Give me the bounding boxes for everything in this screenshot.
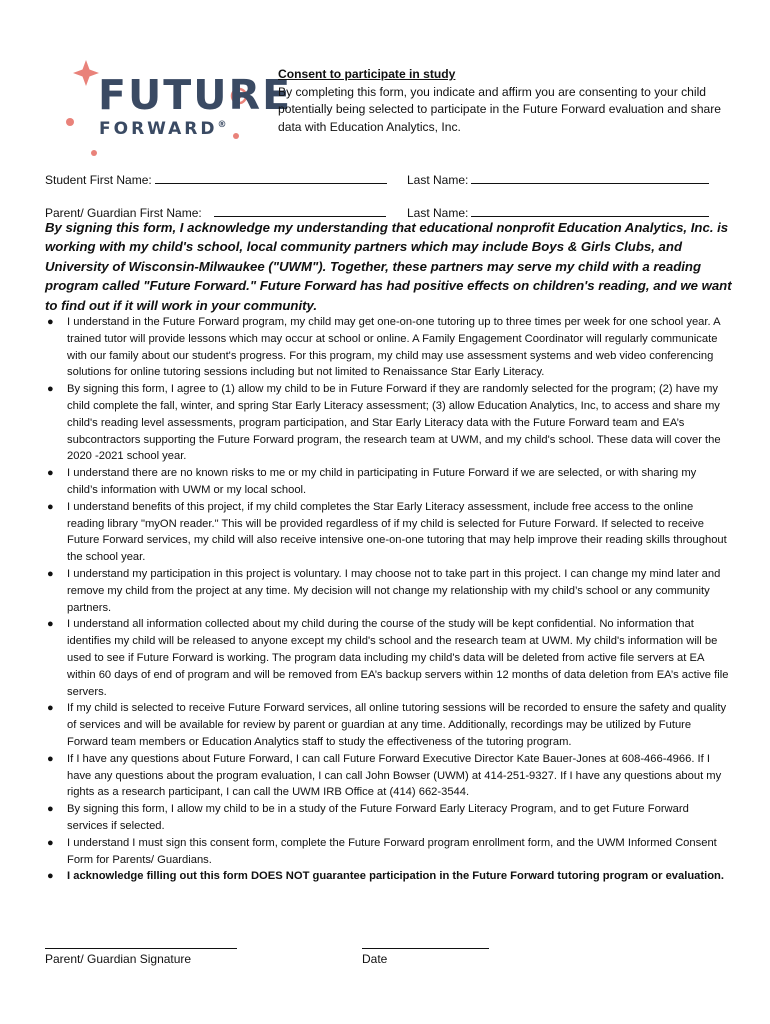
list-item bbox=[45, 751, 730, 801]
bullet-text: I understand benefits of this project, if my child completes the Star Early Literacy assessment, include free access to the online reading library "myON reader." This will be provided regardless of if my child is selected for Future Forward. If selected to receive Future Forward services, my child will also receive intensive one-on-one tutoring that may help improve their reading skills throughout the school year. bbox=[67, 500, 727, 564]
bullet-icon: ● bbox=[47, 567, 54, 580]
logo-forward-word: FORWARD bbox=[99, 119, 218, 139]
bullet-text: I understand all information collected about my child during the course of the study will be kept confidential. No information that identifies my child will be released to anyone except my child's school and the research team at UWM. My child's information will be used to see if Future Forward is working. The program data including my child's data will be deleted from active file servers at EA within 60 days of end of program and will be removed from EA’s backup servers within 12 months of data deletion from EA’s active file servers. bbox=[67, 618, 729, 698]
consent-body: By completing this form, you indicate and affirm you are consenting to your child potentially being selected to participate in the Future Forward evaluation and share data with Education Analytics, Inc. bbox=[278, 84, 722, 134]
registered-mark: ® bbox=[217, 120, 227, 130]
bullet-icon: ● bbox=[47, 316, 54, 328]
list-item bbox=[45, 835, 730, 869]
student-last-name-field[interactable] bbox=[407, 171, 709, 187]
list-item bbox=[45, 801, 730, 835]
future-forward-logo bbox=[64, 58, 293, 168]
bullet-icon: ● bbox=[47, 383, 54, 396]
bullet-icon: ● bbox=[47, 702, 54, 715]
list-item bbox=[45, 616, 730, 700]
bullet-text: I understand my participation in this project is voluntary. I may choose not to take part in this project. I can change my mind later and remove my child from the project at any time. My decision will not change my relationship with my child’s school or any community partners. bbox=[67, 567, 721, 614]
list-item bbox=[45, 566, 730, 616]
student-first-name-label: Student First Name: bbox=[45, 173, 152, 187]
signature-label: Parent/ Guardian Signature bbox=[45, 952, 192, 966]
consent-header bbox=[278, 66, 738, 136]
student-last-name-label: Last Name: bbox=[407, 173, 469, 187]
bullet-icon: ● bbox=[47, 803, 54, 816]
bullet-text: If I have any questions about Future Forward, I can call Future Forward Executive Director Kate Bauer-Jones at 608-466-4966. If I have any questions about the program evaluation, I can call John Bowser (UWM) at 414-251-9327. If I have any questions about my rights as a research participant, I can call the UWM IRB Office at (414) 662-3544. bbox=[67, 752, 722, 799]
consent-bullet-list bbox=[45, 314, 730, 885]
list-item bbox=[45, 381, 730, 465]
bullet-icon: ● bbox=[47, 836, 54, 849]
bullet-text: I acknowledge filling out this form DOES NOT guarantee participation in the Future Forward tutoring program or evaluation. bbox=[67, 870, 725, 883]
parent-last-name-line[interactable] bbox=[471, 204, 709, 217]
bullet-icon: ● bbox=[47, 500, 54, 513]
acknowledgement-statement: By signing this form, I acknowledge my understanding that educational nonprofit Education Analytics, Inc. is working with my child's school, local community partners which may include Boys & Girls Clubs, and University of Wisconsin-Milwaukee ("UWM"). Together, these partners may serve my child with a reading program called "Future Forward." Future Forward has had positive effects on children's reading, and we want to find out if it will work in your community. bbox=[45, 220, 732, 313]
signature-line[interactable] bbox=[45, 948, 237, 949]
list-item bbox=[45, 499, 730, 566]
consent-title: Consent to participate in study bbox=[278, 67, 456, 81]
parent-first-name-line[interactable] bbox=[214, 204, 386, 217]
bullet-icon: ● bbox=[47, 467, 54, 480]
bullet-icon: ● bbox=[47, 618, 54, 631]
list-item bbox=[45, 314, 730, 381]
logo-text-future: FUTURE bbox=[98, 71, 293, 119]
bullet-text: If my child is selected to receive Future Forward services, all online tutoring sessions will be recorded to ensure the safety and quality of services and will be available for review by parent or guardian at any time. Additionally, recordings may be utilized by Future Forward team members or Education Analytics staff to study the effectiveness of the tutoring program. bbox=[67, 702, 727, 748]
student-first-name-line[interactable] bbox=[155, 171, 387, 184]
bullet-icon: ● bbox=[47, 870, 54, 883]
student-last-name-line[interactable] bbox=[471, 171, 709, 184]
date-label: Date bbox=[362, 952, 388, 966]
list-item-bold bbox=[45, 868, 730, 885]
bullet-icon: ● bbox=[47, 752, 54, 765]
list-item bbox=[45, 700, 730, 750]
student-first-name-field[interactable] bbox=[45, 171, 387, 187]
bullet-text: I understand there are no known risks to me or my child in participating in Future Forward if we are selected, or with sharing my child’s information with UWM or my local school. bbox=[67, 467, 697, 496]
bullet-text: By signing this form, I allow my child to be in a study of the Future Forward Early Literacy Program, and to get Future Forward services if selected. bbox=[67, 803, 689, 832]
parent-last-name-label: Last Name: bbox=[407, 206, 469, 220]
bullet-text: I understand I must sign this consent form, complete the Future Forward program enrollment form, and the UWM Informed Consent Form for Parents/ Guardians. bbox=[67, 836, 717, 866]
student-name-row bbox=[45, 171, 725, 189]
logo-text-forward bbox=[99, 121, 227, 138]
list-item bbox=[45, 465, 730, 499]
bullet-text: I understand in the Future Forward program, my child may get one-on-one tutoring up to three times per week for one school year. A trained tutor will provide lessons which may occur at school or online. A Family Engagement Coordinator will regularly communicate with our family about our student's progress. For this program, my child may use assessment systems and web video conferencing solutions for online tutoring sessions including but not limited to Renaissance Star Early Literacy. bbox=[67, 316, 720, 379]
parent-first-name-label: Parent/ Guardian First Name: bbox=[45, 206, 202, 220]
bullet-text: By signing this form, I agree to (1) allow my child to be in Future Forward if they are randomly selected for the program; (2) have my child complete the fall, winter, and spring Star Early Literacy assessment; (3) allow Education Analytics, Inc, to access and share my child's reading level assessments, program participation, and Star Early Literacy data with the Future Forward team and EA’s subcontractors supporting the Future Forward program, the research team at UWM, and my child's school. These data will cover the 2020 -2021 school year. bbox=[67, 383, 721, 463]
date-line[interactable] bbox=[362, 948, 489, 949]
